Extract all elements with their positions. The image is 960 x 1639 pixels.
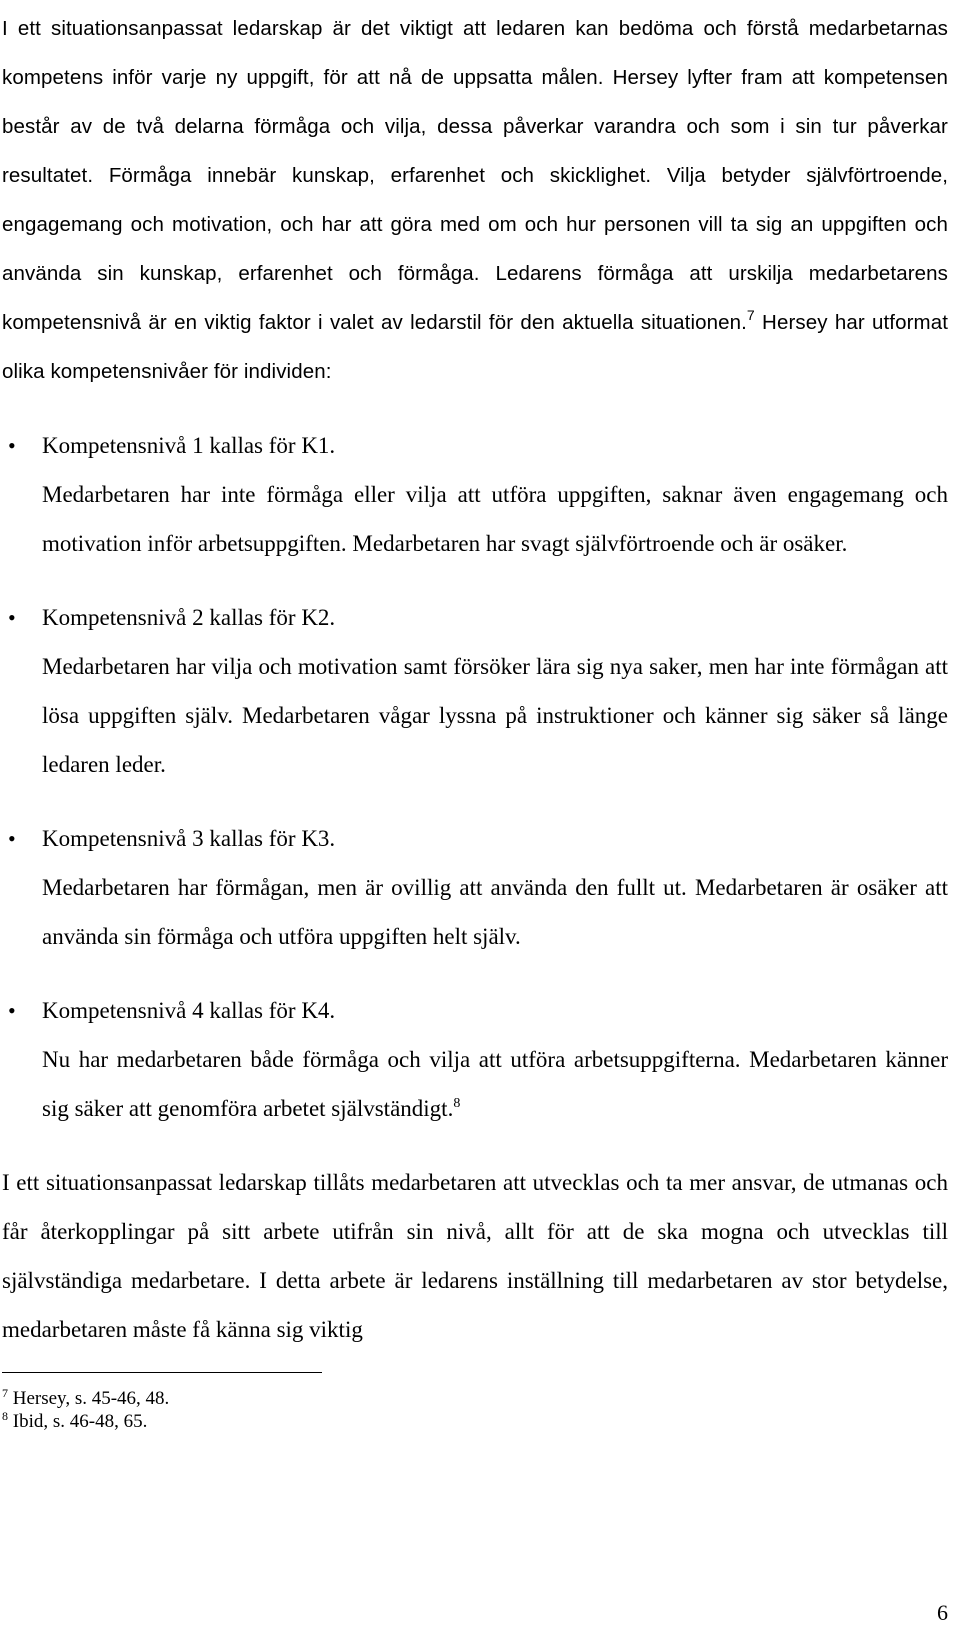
- footnote-divider: [2, 1372, 322, 1373]
- competence-level-item: [2, 421, 948, 568]
- competence-level-heading: [2, 593, 948, 642]
- competence-level-title: Kompetensnivå 1 kallas för K1.: [42, 433, 336, 458]
- page-number: 6: [937, 1600, 948, 1625]
- body-paragraph-closing: I ett situationsanpassat ledarskap tillåts medarbetaren att utvecklas och ta mer ansvar, de utmanas och får återkopplingar på sitt arbete utifrån sin nivå, allt för att de ska mogna och utvecklas till självständiga medarbetare. I detta arbete är ledarens inställning till medarbetaren av stor betydelse, medarbetaren måste få känna sig viktig: [2, 1170, 948, 1342]
- footnote-reference: 7: [746, 307, 755, 323]
- bullet-icon: •: [8, 605, 16, 630]
- competence-level-description: Medarbetaren har förmågan, men är ovillig att använda den fullt ut. Medarbetaren är osäker att använda sin förmåga och utföra uppgiften helt själv.: [42, 875, 948, 949]
- competence-level-heading: [2, 986, 948, 1035]
- footnote-reference: 8: [453, 1096, 461, 1111]
- competence-level-title: Kompetensnivå 3 kallas för K3.: [42, 826, 336, 851]
- competence-level-heading: [2, 421, 948, 470]
- footnote: [2, 1387, 948, 1410]
- bullet-icon: •: [8, 826, 16, 851]
- paragraph-text-continuation: Hersey har utformat olika kompetensnivåer för individen:: [2, 311, 949, 383]
- footnote-text: Hersey, s. 45-46, 48.: [12, 1388, 170, 1409]
- body-paragraph-intro: [2, 0, 948, 396]
- footnote-number: 7: [2, 1386, 8, 1400]
- competence-level-heading: [2, 814, 948, 863]
- competence-level-title: Kompetensnivå 4 kallas för K4.: [42, 998, 336, 1023]
- bullet-icon: •: [8, 998, 16, 1023]
- paragraph-text: I ett situationsanpassat ledarskap är det viktigt att ledaren kan bedöma och förstå medarbetarnas kompetens inför varje ny uppgift, för att nå de uppsatta målen. Hersey lyfter fram att kompetensen består av de två delarna förmåga och vilja, dessa påverkar varandra och som i sin tur påverkar resultatet. Förmåga innebär kunskap, erfarenhet och skicklighet. Vilja betyder självförtroende, engagemang och motivation, och har att göra med om och hur personen vill ta sig an uppgiften och använda sin kunskap, erfarenhet och förmåga. Ledarens förmåga att urskilja medarbetarens kompetensnivå är en viktig faktor i valet av ledarstil för den aktuella situationen.: [2, 17, 948, 334]
- footnote-text: Ibid, s. 46-48, 65.: [12, 1411, 148, 1432]
- competence-level-title: Kompetensnivå 2 kallas för K2.: [42, 605, 336, 630]
- bullet-icon: •: [8, 433, 16, 458]
- competence-level-text: Nu har medarbetaren både förmåga och vilja att utföra arbetsuppgifterna. Medarbetaren känner sig säker att genomföra arbetet självständigt.: [42, 1047, 948, 1121]
- competence-level-item: [2, 814, 948, 961]
- competence-level-description: [2, 1035, 948, 1133]
- competence-level-description: Medarbetaren har vilja och motivation samt försöker lära sig nya saker, men har inte förmågan att lösa uppgiften själv. Medarbetaren vågar lyssna på instruktioner och känner sig säker så länge ledaren leder.: [42, 654, 948, 777]
- document-page: [2, 0, 948, 1639]
- competence-level-description: Medarbetaren har inte förmåga eller vilja att utföra uppgiften, saknar även engagemang och motivation inför arbetsuppgiften. Medarbetaren har svagt självförtroende och är osäker.: [42, 482, 948, 556]
- competence-level-item: [2, 986, 948, 1133]
- footnote-number: 8: [2, 1409, 8, 1423]
- footnote: [2, 1410, 948, 1433]
- competence-level-item: [2, 593, 948, 789]
